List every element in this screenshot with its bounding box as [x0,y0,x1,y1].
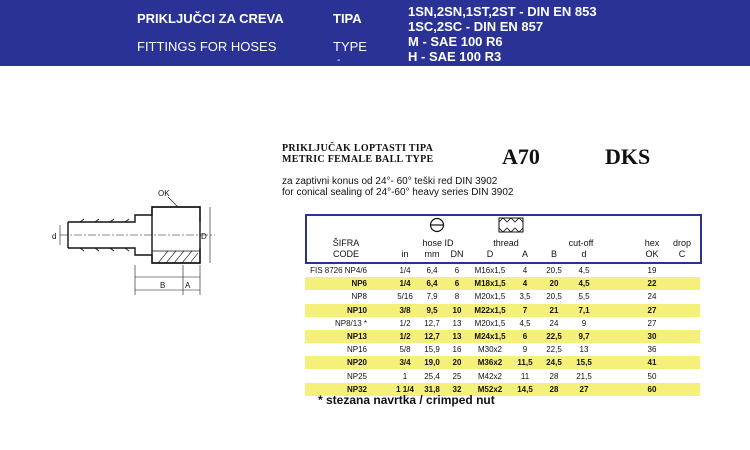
dim-d-small-label: d [52,232,57,241]
cell-a: 6 [522,332,528,341]
cell-d-thread: M18x1,5 [474,279,506,289]
cell-a: 4 [522,266,528,275]
cell-dn: 10 [452,305,462,315]
cell-a: 7 [522,305,528,315]
col-header-sifra: ŠIFRA [332,238,360,248]
cell-in: 5/8 [399,345,411,355]
cell-code: NP8 [351,292,367,302]
dim-b-label: B [160,281,166,290]
cell-d-thread: M16x1,5 [474,266,506,275]
table-row [305,290,700,303]
cell-dn: 6 [454,279,460,289]
cell-dn: 16 [452,345,462,355]
cell-d-thread: M20x1,5 [474,318,506,328]
product-code: A70 [502,144,540,169]
cell-mm: 25,4 [424,371,440,381]
table-row [305,370,700,383]
thread-icon [498,217,524,233]
cell-dn: 32 [452,384,462,394]
cell-mm: 9,5 [426,305,438,315]
cell-d: 13 [579,345,589,355]
cell-b: 28 [549,371,559,381]
cell-code: NP25 [346,371,367,381]
col-header-d: d [581,249,587,259]
cell-a: 11 [520,371,530,381]
cell-in: 1/2 [399,318,411,328]
col-header-drop: drop [672,238,691,248]
cell-mm: 19,0 [424,358,440,368]
col-header-code: CODE [332,249,359,259]
standard-line: 1SC,2SC - DIN EN 857 [408,19,544,34]
cell-dn: 25 [452,371,462,381]
cell-d: 9 [581,318,587,328]
cell-code: NP32 [346,384,367,394]
cell-dn: 13 [452,332,462,341]
footnote: * stezana navrtka / crimped nut [318,393,495,407]
cell-dn: 20 [452,358,462,368]
cell-d-thread: M30x2 [477,345,502,355]
hose-id-icon [429,217,445,233]
cell-b: 24,5 [546,358,562,368]
cell-a: 4,5 [519,318,531,328]
cell-a: 4 [522,279,528,289]
cell-in: 3/4 [399,358,411,368]
type-label-sr: TIPA [333,11,362,26]
category-label-en: FITTINGS FOR HOSES [137,39,277,54]
description-sr: za zaptivni konus od 24°- 60° teški red DIN 3902 [282,176,498,187]
cell-d: 27 [579,384,589,394]
cell-in: 1 1/4 [396,384,414,394]
cell-dn: 6 [454,266,460,275]
dim-d-big-label: D [201,232,207,241]
cell-dn: 8 [454,292,460,302]
col-header-ok: OK [645,249,659,259]
cell-b: 22,5 [546,332,562,341]
cell-dn: 13 [452,318,462,328]
cell-d-thread: M24x1,5 [474,332,506,341]
cell-a: 9 [522,345,528,355]
col-header-cut-off: cut-off [568,238,594,248]
cell-d: 5,5 [578,292,590,302]
cell-in: 3/8 [399,305,411,315]
cell-in: 5/16 [397,292,413,302]
cell-code: NP20 [346,358,367,368]
cell-in: 1/2 [399,332,411,341]
cell-mm: 15,9 [424,345,440,355]
cell-b: 21 [549,305,559,315]
cell-d: 15,5 [576,358,592,368]
cell-ok: 50 [647,371,657,381]
cell-b: 20,5 [546,292,562,302]
table-row [305,343,700,356]
table-row [305,330,700,343]
col-header-b: B [550,249,557,259]
category-label-sr: PRIKLJUČCI ZA CREVA [137,11,284,26]
cell-mm: 7,9 [426,292,438,302]
table-row [305,304,700,317]
cell-mm: 12,7 [424,332,440,341]
cell-b: 20,5 [546,266,562,275]
cell-a: 14,5 [517,384,533,394]
standard-line: M - SAE 100 R6 [408,34,503,49]
cell-d-thread: M22x1,5 [474,305,506,315]
cell-mm: 12,7 [424,318,440,328]
table-row [305,277,700,290]
cell-code: NP10 [346,305,367,315]
cell-mm: 6,4 [426,266,438,275]
cell-d: 9,7 [578,332,590,341]
cell-in: 1 [402,371,408,381]
product-name-sr: PRIKLJUČAK LOPTASTI TIPA [282,143,434,154]
cell-ok: 41 [647,358,657,368]
cell-d: 4,5 [578,266,590,275]
cell-d: 21,5 [576,371,592,381]
cell-mm: 31,8 [424,384,440,394]
cell-code: NP8/13 * [334,318,367,328]
dim-ok-label: OK [158,189,170,198]
dim-a-label: A [185,281,191,290]
type-label-en: TYPE [333,39,367,54]
cell-d-thread: M20x1,5 [474,292,506,302]
cell-b: 28 [549,384,559,394]
cell-ok: 27 [647,318,657,328]
cell-code: NP16 [346,345,367,355]
cell-code: NP6 [351,279,367,289]
cell-in: 1/4 [399,266,411,275]
col-header-d-thread: D [486,249,494,259]
cell-d-thread: M52x2 [477,384,503,394]
col-header-thread: thread [493,238,519,248]
fitting-drawing [40,185,230,305]
cell-a: 3,5 [519,292,531,302]
table-row [305,356,700,369]
col-header-c: C [678,249,686,259]
col-header-hex: hex [644,238,660,248]
cell-d: 4,5 [578,279,590,289]
cell-code: NP13 [346,332,367,341]
cell-d-thread: M36x2 [477,358,503,368]
standard-line: 1SN,2SN,1ST,2ST - DIN EN 853 [408,4,597,19]
header-banner [0,0,750,66]
product-name-en: METRIC FEMALE BALL TYPE [282,154,434,165]
cell-ok: 19 [647,266,657,275]
cell-b: 24 [549,318,559,328]
cell-ok: 36 [647,345,657,355]
cell-d: 7,1 [578,305,590,315]
product-series: DKS [605,144,651,169]
col-header-dn: DN [450,249,464,259]
table-row [305,317,700,330]
cell-b: 20 [549,279,559,289]
cell-ok: 22 [647,279,657,289]
col-header-a: A [521,249,528,259]
cell-ok: 60 [647,384,657,394]
cell-d-thread: M42x2 [477,371,502,381]
table-row [305,264,700,277]
description-en: for conical sealing of 24°-60° heavy series DIN 3902 [282,187,514,198]
col-header-in: in [401,249,409,259]
cell-b: 22,5 [546,345,562,355]
cell-ok: 30 [647,332,657,341]
cell-mm: 6,4 [426,279,438,289]
standard-line: H - SAE 100 R3 [408,49,502,64]
cell-code: FIS 8726 NP4/6 [310,266,367,275]
cell-in: 1/4 [399,279,411,289]
cell-a: 11,5 [517,358,533,368]
col-header-hose-id: hose ID [422,238,454,248]
cell-ok: 24 [647,292,657,302]
col-header-mm: mm [424,249,440,259]
banner-dot: - [337,55,341,66]
cell-ok: 27 [647,305,657,315]
